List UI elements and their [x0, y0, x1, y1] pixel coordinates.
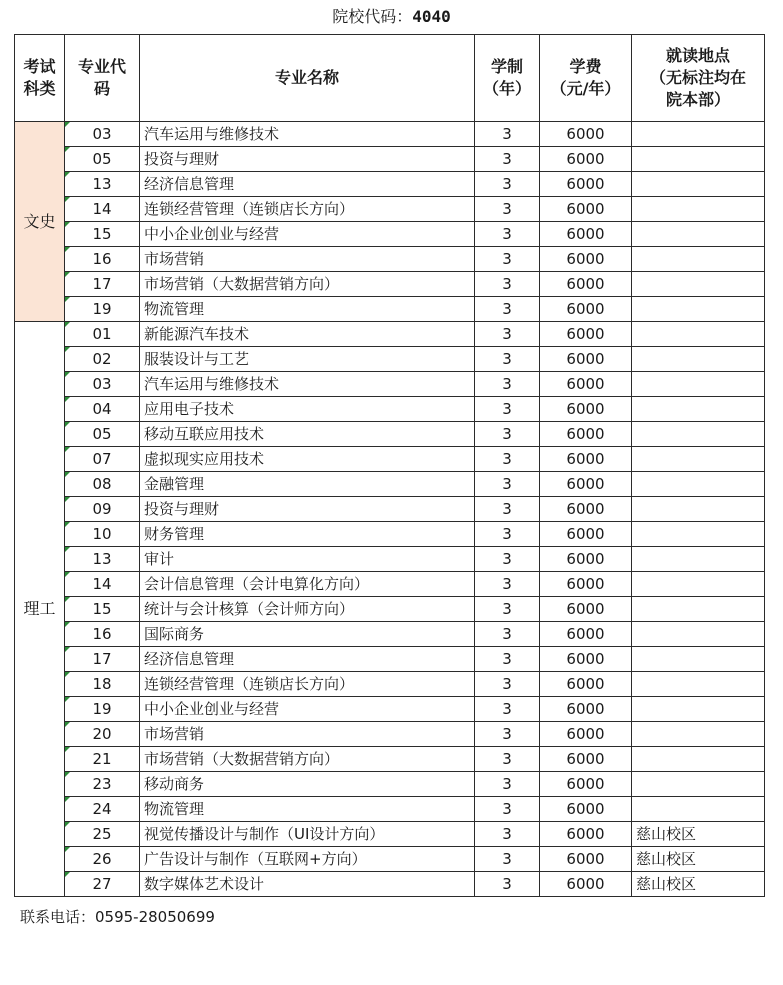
major-name-cell: 数字媒体艺术设计: [140, 872, 475, 897]
major-name-cell: 中小企业创业与经营: [140, 697, 475, 722]
table-row: [15, 822, 765, 847]
header-major-name: 专业名称: [140, 35, 475, 122]
years-cell: 3: [475, 872, 540, 897]
table-row: [15, 797, 765, 822]
table-row: [15, 597, 765, 622]
table-row: [15, 347, 765, 372]
years-cell: 3: [475, 347, 540, 372]
location-cell: [632, 497, 765, 522]
fee-cell: 6000: [540, 722, 632, 747]
major-name-cell: 中小企业创业与经营: [140, 222, 475, 247]
table-row: [15, 247, 765, 272]
fee-cell: 6000: [540, 597, 632, 622]
table-row: [15, 197, 765, 222]
location-cell: [632, 447, 765, 472]
fee-cell: 6000: [540, 447, 632, 472]
school-code-label: 院校代码：: [332, 7, 413, 26]
major-code-cell: 13: [65, 547, 140, 572]
location-cell: [632, 372, 765, 397]
header-category: 考试 科类: [15, 35, 65, 122]
major-name-cell: 财务管理: [140, 522, 475, 547]
major-name-cell: 市场营销: [140, 722, 475, 747]
majors-table: [14, 34, 765, 897]
table-row: [15, 572, 765, 597]
major-code-cell: 26: [65, 847, 140, 872]
years-cell: 3: [475, 122, 540, 147]
major-name-cell: 新能源汽车技术: [140, 322, 475, 347]
fee-cell: 6000: [540, 747, 632, 772]
major-code-cell: 17: [65, 647, 140, 672]
major-name-cell: 汽车运用与维修技术: [140, 372, 475, 397]
header-major-code: 专业代 码: [65, 35, 140, 122]
major-code-cell: 19: [65, 297, 140, 322]
fee-cell: 6000: [540, 522, 632, 547]
years-cell: 3: [475, 147, 540, 172]
fee-cell: 6000: [540, 172, 632, 197]
major-name-cell: 汽车运用与维修技术: [140, 122, 475, 147]
years-cell: 3: [475, 397, 540, 422]
major-code-cell: 08: [65, 472, 140, 497]
table-row: [15, 422, 765, 447]
location-cell: [632, 147, 765, 172]
major-code-cell: 19: [65, 697, 140, 722]
location-cell: [632, 697, 765, 722]
years-cell: 3: [475, 722, 540, 747]
major-code-cell: 01: [65, 322, 140, 347]
years-cell: 3: [475, 747, 540, 772]
years-cell: 3: [475, 472, 540, 497]
years-cell: 3: [475, 197, 540, 222]
table-row: [15, 372, 765, 397]
major-name-cell: 经济信息管理: [140, 647, 475, 672]
header-fee: 学费 （元/年）: [540, 35, 632, 122]
major-name-cell: 物流管理: [140, 797, 475, 822]
fee-cell: 6000: [540, 122, 632, 147]
major-name-cell: 统计与会计核算（会计师方向）: [140, 597, 475, 622]
major-code-cell: 16: [65, 622, 140, 647]
fee-cell: 6000: [540, 222, 632, 247]
major-code-cell: 09: [65, 497, 140, 522]
major-code-cell: 04: [65, 397, 140, 422]
years-cell: 3: [475, 222, 540, 247]
major-name-cell: 连锁经营管理（连锁店长方向）: [140, 672, 475, 697]
years-cell: 3: [475, 772, 540, 797]
fee-cell: 6000: [540, 697, 632, 722]
header-location: 就读地点 （无标注均在 院本部）: [632, 35, 765, 122]
major-code-cell: 05: [65, 422, 140, 447]
years-cell: 3: [475, 847, 540, 872]
major-code-cell: 16: [65, 247, 140, 272]
years-cell: 3: [475, 247, 540, 272]
years-cell: 3: [475, 647, 540, 672]
location-cell: [632, 247, 765, 272]
major-name-cell: 经济信息管理: [140, 172, 475, 197]
major-name-cell: 市场营销: [140, 247, 475, 272]
location-cell: [632, 647, 765, 672]
category-cell: 文史: [15, 122, 65, 322]
table-row: [15, 622, 765, 647]
location-cell: [632, 222, 765, 247]
years-cell: 3: [475, 622, 540, 647]
major-code-cell: 14: [65, 197, 140, 222]
years-cell: 3: [475, 572, 540, 597]
major-code-cell: 20: [65, 722, 140, 747]
table-body: [15, 122, 765, 897]
location-cell: [632, 797, 765, 822]
fee-cell: 6000: [540, 422, 632, 447]
major-name-cell: 市场营销（大数据营销方向）: [140, 272, 475, 297]
location-cell: [632, 772, 765, 797]
location-cell: [632, 547, 765, 572]
years-cell: 3: [475, 322, 540, 347]
fee-cell: 6000: [540, 372, 632, 397]
major-name-cell: 会计信息管理（会计电算化方向）: [140, 572, 475, 597]
major-name-cell: 连锁经营管理（连锁店长方向）: [140, 197, 475, 222]
location-cell: 慈山校区: [632, 872, 765, 897]
table-row: [15, 472, 765, 497]
school-code-value: 4040: [412, 7, 451, 26]
major-code-cell: 14: [65, 572, 140, 597]
location-cell: [632, 197, 765, 222]
table-row: [15, 397, 765, 422]
location-cell: [632, 672, 765, 697]
major-name-cell: 移动商务: [140, 772, 475, 797]
major-name-cell: 物流管理: [140, 297, 475, 322]
contact-phone: 联系电话：0595-28050699: [20, 908, 215, 926]
fee-cell: 6000: [540, 622, 632, 647]
fee-cell: 6000: [540, 347, 632, 372]
fee-cell: 6000: [540, 497, 632, 522]
fee-cell: 6000: [540, 247, 632, 272]
major-code-cell: 27: [65, 872, 140, 897]
major-name-cell: 市场营销（大数据营销方向）: [140, 747, 475, 772]
location-cell: [632, 347, 765, 372]
years-cell: 3: [475, 697, 540, 722]
major-code-cell: 07: [65, 447, 140, 472]
table-row: [15, 497, 765, 522]
location-cell: [632, 272, 765, 297]
table-row: [15, 847, 765, 872]
major-name-cell: 投资与理财: [140, 497, 475, 522]
fee-cell: 6000: [540, 572, 632, 597]
years-cell: 3: [475, 172, 540, 197]
table-row: [15, 697, 765, 722]
table-row: [15, 297, 765, 322]
major-name-cell: 视觉传播设计与制作（UI设计方向）: [140, 822, 475, 847]
major-name-cell: 应用电子技术: [140, 397, 475, 422]
major-code-cell: 18: [65, 672, 140, 697]
table-row: [15, 872, 765, 897]
table-row: [15, 447, 765, 472]
major-code-cell: 13: [65, 172, 140, 197]
fee-cell: 6000: [540, 322, 632, 347]
table-row: [15, 672, 765, 697]
years-cell: 3: [475, 422, 540, 447]
years-cell: 3: [475, 372, 540, 397]
years-cell: 3: [475, 497, 540, 522]
location-cell: [632, 172, 765, 197]
table-row: [15, 172, 765, 197]
years-cell: 3: [475, 522, 540, 547]
table-row: [15, 322, 765, 347]
major-name-cell: 服装设计与工艺: [140, 347, 475, 372]
location-cell: [632, 472, 765, 497]
table-row: [15, 522, 765, 547]
major-code-cell: 03: [65, 122, 140, 147]
years-cell: 3: [475, 597, 540, 622]
header-years: 学制 （年）: [475, 35, 540, 122]
major-code-cell: 10: [65, 522, 140, 547]
fee-cell: 6000: [540, 847, 632, 872]
major-code-cell: 15: [65, 222, 140, 247]
fee-cell: 6000: [540, 197, 632, 222]
major-name-cell: 虚拟现实应用技术: [140, 447, 475, 472]
fee-cell: 6000: [540, 472, 632, 497]
fee-cell: 6000: [540, 272, 632, 297]
fee-cell: 6000: [540, 872, 632, 897]
major-code-cell: 15: [65, 597, 140, 622]
years-cell: 3: [475, 797, 540, 822]
location-cell: [632, 572, 765, 597]
major-name-cell: 国际商务: [140, 622, 475, 647]
years-cell: 3: [475, 297, 540, 322]
fee-cell: 6000: [540, 647, 632, 672]
fee-cell: 6000: [540, 822, 632, 847]
years-cell: 3: [475, 272, 540, 297]
table-row: [15, 222, 765, 247]
location-cell: [632, 122, 765, 147]
location-cell: [632, 722, 765, 747]
location-cell: 慈山校区: [632, 847, 765, 872]
fee-cell: 6000: [540, 797, 632, 822]
major-code-cell: 21: [65, 747, 140, 772]
table-row: [15, 747, 765, 772]
location-cell: [632, 622, 765, 647]
location-cell: [632, 297, 765, 322]
table-row: [15, 147, 765, 172]
table-row: [15, 122, 765, 147]
major-code-cell: 17: [65, 272, 140, 297]
table-row: [15, 547, 765, 572]
table-row: [15, 647, 765, 672]
major-name-cell: 金融管理: [140, 472, 475, 497]
years-cell: 3: [475, 447, 540, 472]
fee-cell: 6000: [540, 672, 632, 697]
fee-cell: 6000: [540, 772, 632, 797]
major-name-cell: 广告设计与制作（互联网+方向）: [140, 847, 475, 872]
major-name-cell: 审计: [140, 547, 475, 572]
location-cell: [632, 322, 765, 347]
major-code-cell: 23: [65, 772, 140, 797]
major-code-cell: 03: [65, 372, 140, 397]
major-code-cell: 25: [65, 822, 140, 847]
major-code-cell: 24: [65, 797, 140, 822]
major-name-cell: 移动互联应用技术: [140, 422, 475, 447]
table-row: [15, 272, 765, 297]
table-row: [15, 772, 765, 797]
fee-cell: 6000: [540, 547, 632, 572]
years-cell: 3: [475, 672, 540, 697]
fee-cell: 6000: [540, 397, 632, 422]
school-code-title: [0, 6, 783, 28]
years-cell: 3: [475, 822, 540, 847]
location-cell: [632, 397, 765, 422]
location-cell: [632, 597, 765, 622]
major-code-cell: 02: [65, 347, 140, 372]
location-cell: [632, 747, 765, 772]
fee-cell: 6000: [540, 147, 632, 172]
table-row: [15, 722, 765, 747]
fee-cell: 6000: [540, 297, 632, 322]
location-cell: 慈山校区: [632, 822, 765, 847]
major-name-cell: 投资与理财: [140, 147, 475, 172]
location-cell: [632, 422, 765, 447]
years-cell: 3: [475, 547, 540, 572]
category-cell: 理工: [15, 322, 65, 897]
location-cell: [632, 522, 765, 547]
table-header-row: [15, 35, 765, 122]
major-code-cell: 05: [65, 147, 140, 172]
